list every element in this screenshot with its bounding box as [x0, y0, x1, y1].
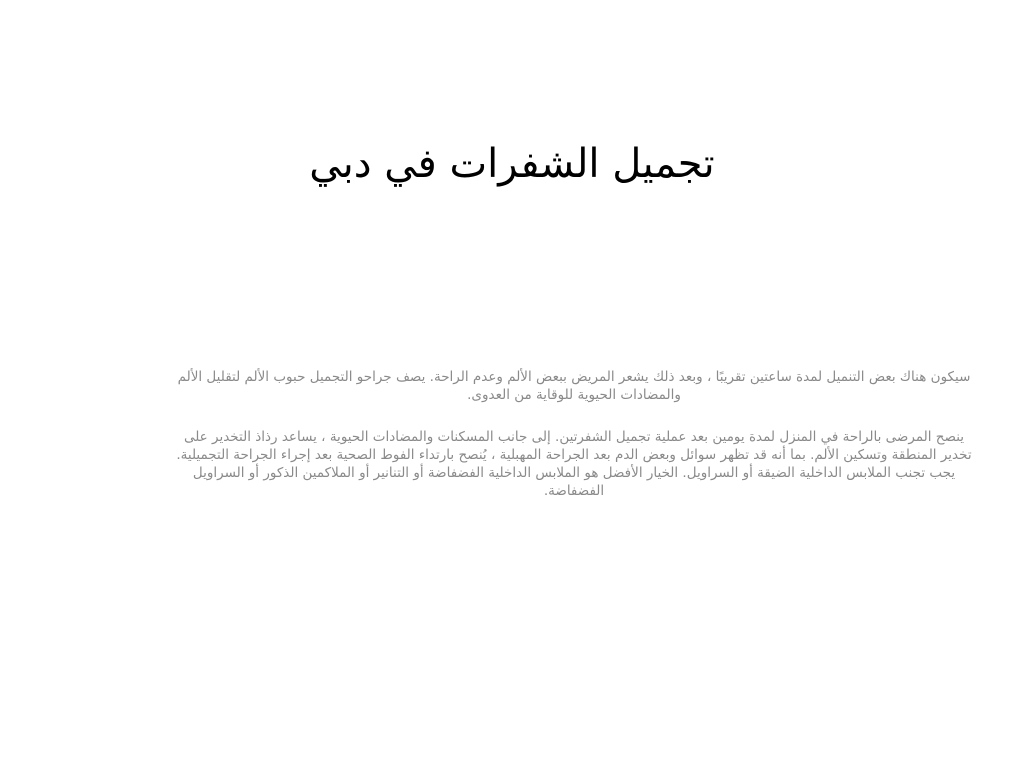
body-paragraph-1: سيكون هناك بعض التنميل لمدة ساعتين تقريبًا ، وبعد ذلك يشعر المريض ببعض الألم وعدم الراحة. يصف جراحو التجميل حبوب الألم لتقليل الألم والمضادات الحيوية للوقاية من العدوى.	[177, 369, 971, 403]
slide-title: تجميل الشفرات في دبي	[309, 141, 715, 187]
body-paragraph-2: ينصح المرضى بالراحة في المنزل لمدة يومين بعد عملية تجميل الشفرتين. إلى جانب المسكنات والمضادات الحيوية ، يساعد رذاذ التخدير على تخدير المنطقة وتسكين الألم. بما أنه قد تظهر سوائل وبعض الدم بعد الجراحة المهبلية ، يُنصح بارتداء الفوط الصحية بعد إجراء الجراحة التجميلية. يجب تجنب الملابس الداخلية الضيقة أو السراويل. الخيار الأفضل هو الملابس الداخلية الفضفاضة أو التنانير أو الملاكمين الذكور أو السراويل الفضفاضة.	[176, 429, 972, 499]
slide-body	[168, 368, 980, 524]
